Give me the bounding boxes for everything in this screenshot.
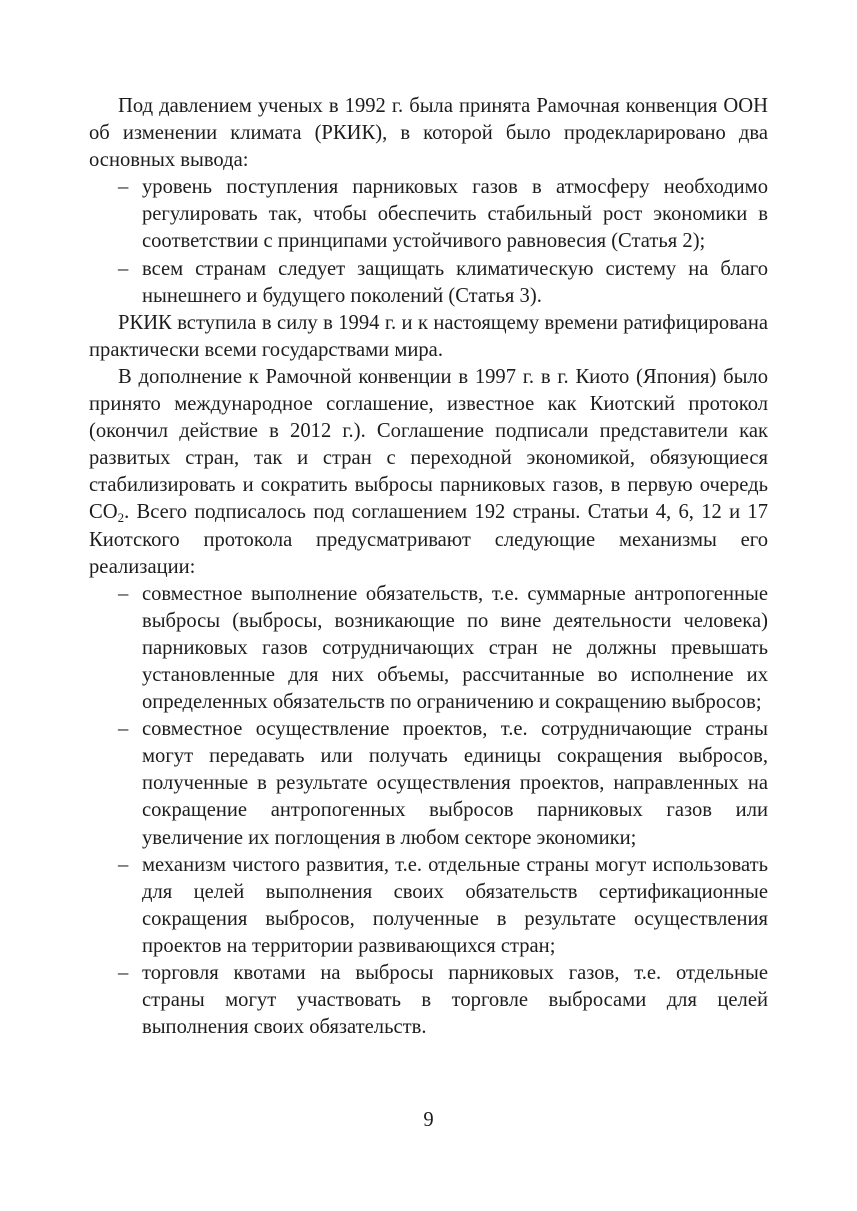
list-dash: –: [118, 582, 129, 605]
list-item-text: всем странам следует защищать климатическую систему на благо нынешнего и будущего поколений (Статья 3).: [142, 257, 768, 307]
list-item-text: уровень поступления парниковых газов в атмосферу необходимо регулировать так, чтобы обеспечить стабильный рост экономики в соответствии с принципами устойчивого равновесия (Статья 2);: [142, 176, 768, 253]
co2-subscript: 2: [117, 510, 125, 526]
list-item: [89, 852, 768, 960]
list-dash: –: [118, 718, 129, 741]
list-item-text: совместное осуществление проектов, т.е. сотрудничающие страны могут передавать или получать единицы сокращения выбросов, полученные в результате осуществления проектов, направленных на сокращение антропогенных выбросов парниковых газов или увеличение их поглощения в любом секторе экономики;: [142, 718, 768, 849]
list-item: [89, 581, 768, 716]
kyoto-text-after: . Всего подписалось под соглашением 192 страны. Статьи 4, 6, 12 и 17 Киотского протокола предусматривают следующие механизмы его реализации:: [89, 501, 768, 578]
list-item: [89, 174, 768, 255]
ratification-paragraph: РКИК вступила в силу в 1994 г. и к настоящему времени ратифицирована практически всеми государствами мира.: [89, 311, 768, 361]
page-number: 9: [423, 1109, 434, 1131]
page-body: [89, 93, 768, 1041]
conclusions-list: [89, 174, 768, 309]
list-item: [89, 716, 768, 851]
kyoto-paragraph: [89, 364, 768, 581]
list-dash: –: [118, 853, 129, 876]
list-item-text: механизм чистого развития, т.е. отдельные страны могут использовать для целей выполнения своих обязательств сертификационные сокращения выбросов, полученные в результате осуществления проектов на территории развивающихся стран;: [142, 853, 768, 957]
list-dash: –: [118, 257, 129, 280]
list-item: [89, 256, 768, 310]
list-item-text: торговля квотами на выбросы парниковых газов, т.е. отдельные страны могут участвовать в торговле выбросами для целей выполнения своих обязательств.: [142, 962, 768, 1039]
list-item: [89, 960, 768, 1041]
kyoto-text-before: В дополнение к Рамочной конвенции в 1997 г. в г. Киото (Япония) было принято международное соглашение, известное как Киотский протокол (окончил действие в 2012 г.). Соглашение подписали представители как развитых стран, так и стран с переходной экономикой, обязующиеся стабилизировать и сократить выбросы парниковых газов, в первую очередь CO: [89, 365, 768, 524]
mechanisms-list: [89, 581, 768, 1042]
intro-paragraph: Под давлением ученых в 1992 г. была принята Рамочная конвенция ООН об изменении климата (РКИК), в которой было продекларировано два основных вывода:: [89, 95, 768, 172]
list-item-text: совместное выполнение обязательств, т.е. суммарные антропогенные выбросы (выбросы, возникающие по вине деятельности человека) парниковых газов сотрудничающих стран не должны превышать установленные для них объемы, рассчитанные во исполнение их определенных обязательств по ограничению и сокращению выбросов;: [142, 582, 768, 714]
list-dash: –: [118, 176, 129, 199]
list-dash: –: [118, 962, 129, 984]
